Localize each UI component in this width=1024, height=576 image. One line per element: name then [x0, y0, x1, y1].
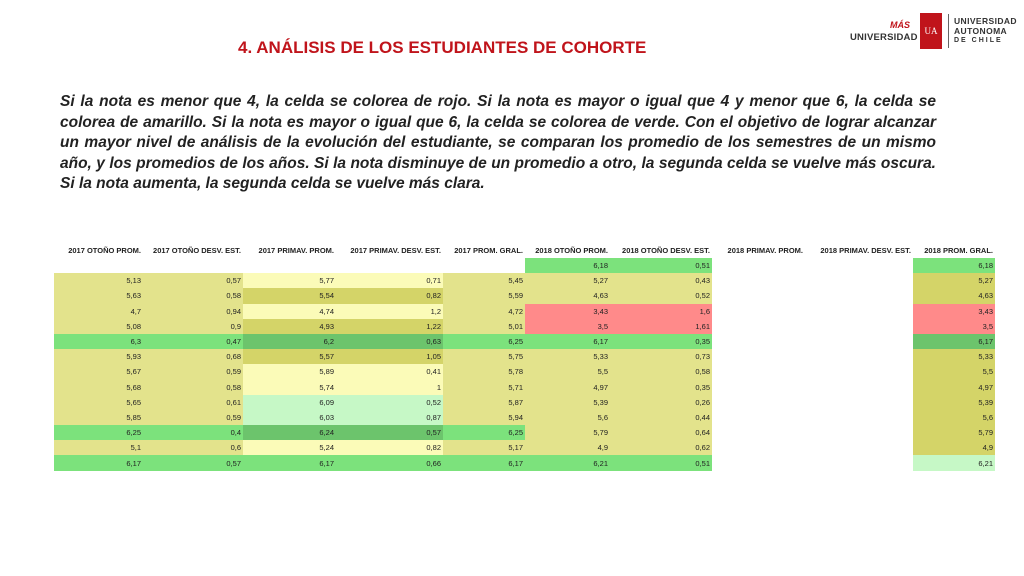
- table-cell: 4,72: [443, 304, 525, 319]
- table-cell: 6,24: [243, 425, 336, 440]
- table-cell: 5,68: [54, 380, 143, 395]
- table-cell: 5,67: [54, 364, 143, 379]
- table-cell: 4,7: [54, 304, 143, 319]
- table-cell: 5,45: [443, 273, 525, 288]
- table-cell: 5,33: [913, 349, 995, 364]
- logo-divider: [948, 14, 949, 48]
- table-cell: 4,93: [243, 319, 336, 334]
- logo-line-2: AUTONOMA: [954, 26, 1008, 36]
- table-cell: [805, 425, 913, 440]
- table-cell: 0,52: [336, 395, 443, 410]
- table-cell: [805, 410, 913, 425]
- table-cell: 0,26: [610, 395, 712, 410]
- intro-paragraph: Si la nota es menor que 4, la celda se colorea de rojo. Si la nota es mayor o igual que 4 y menor que 6, la celda se colorea de amarillo. Si la nota es mayor o igual que 6, la celda se colorea de verde. Con el objetivo de lograr alcanzar un mayor nivel de análisis de la evolución del estudiante, se comparan los promedio de los semestres de un mismo año, y los promedios de los años. Si la nota disminuye de un promedio a otro, la segunda celda se vuelve más oscura. Si la nota aumenta, la segunda celda se vuelve más clara.: [60, 93, 936, 192]
- table-cell: 5,78: [443, 364, 525, 379]
- table-cell: 0,87: [336, 410, 443, 425]
- table-cell: 5,89: [243, 364, 336, 379]
- table-cell: [54, 258, 143, 273]
- table-cell: 5,6: [525, 410, 610, 425]
- table-cell: 5,57: [243, 349, 336, 364]
- table-cell: 5,6: [913, 410, 995, 425]
- table-cell: [805, 273, 913, 288]
- table-cell: 0,43: [610, 273, 712, 288]
- table-cell: 6,18: [525, 258, 610, 273]
- table-cell: 0,57: [336, 425, 443, 440]
- table-cell: 6,21: [525, 455, 610, 470]
- logo-line-3: DE CHILE: [954, 37, 1003, 44]
- table-cell: 6,17: [913, 334, 995, 349]
- table-cell: 1,61: [610, 319, 712, 334]
- cohort-grades-table: [54, 242, 995, 471]
- table-cell: [805, 395, 913, 410]
- table-row: [54, 410, 995, 425]
- table-cell: 5,1: [54, 440, 143, 455]
- table-cell: 5,71: [443, 380, 525, 395]
- table-cell: 4,63: [525, 288, 610, 303]
- table-cell: 6,3: [54, 334, 143, 349]
- table-cell: [712, 258, 805, 273]
- table-cell: 6,2: [243, 334, 336, 349]
- table-cell: 0,82: [336, 288, 443, 303]
- table-cell: [712, 273, 805, 288]
- table-cell: 4,63: [913, 288, 995, 303]
- column-header: 2017 PROM. GRAL.: [454, 245, 523, 255]
- table-cell: [805, 380, 913, 395]
- table-cell: 1,6: [610, 304, 712, 319]
- column-header: 2017 OTOÑO DESV. EST.: [153, 245, 241, 255]
- table-cell: 5,08: [54, 319, 143, 334]
- table-cell: [712, 425, 805, 440]
- table-cell: 5,79: [525, 425, 610, 440]
- table-cell: 3,5: [913, 319, 995, 334]
- table-cell: 0,57: [143, 455, 243, 470]
- table-cell: 0,51: [610, 258, 712, 273]
- table-cell: 0,51: [610, 455, 712, 470]
- table-cell: 0,35: [610, 334, 712, 349]
- table-cell: 4,74: [243, 304, 336, 319]
- column-header: 2018 OTOÑO PROM.: [535, 245, 608, 255]
- table-cell: 6,03: [243, 410, 336, 425]
- table-cell: [805, 334, 913, 349]
- column-header: 2017 PRIMAV. PROM.: [258, 245, 334, 255]
- table-cell: 5,5: [525, 364, 610, 379]
- column-header: 2018 OTOÑO DESV. EST.: [622, 245, 710, 255]
- table-cell: [805, 440, 913, 455]
- table-cell: 5,74: [243, 380, 336, 395]
- table-row: [54, 334, 995, 349]
- table-cell: [805, 455, 913, 470]
- table-cell: 0,58: [143, 288, 243, 303]
- table-cell: 0,63: [336, 334, 443, 349]
- table-cell: [805, 349, 913, 364]
- table-cell: [805, 319, 913, 334]
- table-cell: [143, 258, 243, 273]
- table-cell: 0,35: [610, 380, 712, 395]
- table-cell: 6,17: [525, 334, 610, 349]
- table-cell: 0,73: [610, 349, 712, 364]
- table-row: [54, 395, 995, 410]
- table-cell: 0,66: [336, 455, 443, 470]
- table-cell: 5,59: [443, 288, 525, 303]
- table-row: [54, 455, 995, 470]
- table-cell: [336, 258, 443, 273]
- table-cell: 5,94: [443, 410, 525, 425]
- table-cell: 0,6: [143, 440, 243, 455]
- table-row: [54, 288, 995, 303]
- table-row: [54, 425, 995, 440]
- table-cell: 4,9: [913, 440, 995, 455]
- page-title: 4. ANÁLISIS DE LOS ESTUDIANTES DE COHORTE: [238, 38, 647, 57]
- table-cell: 5,39: [913, 395, 995, 410]
- table-cell: 1,05: [336, 349, 443, 364]
- table-cell: [712, 288, 805, 303]
- table-cell: 0,9: [143, 319, 243, 334]
- column-header: 2017 OTOÑO PROM.: [68, 245, 141, 255]
- table-cell: [712, 364, 805, 379]
- table-cell: 5,33: [525, 349, 610, 364]
- table-header-row: [54, 242, 995, 258]
- table-cell: 3,43: [525, 304, 610, 319]
- table-cell: 0,61: [143, 395, 243, 410]
- table-cell: [712, 319, 805, 334]
- table-cell: 5,27: [525, 273, 610, 288]
- table-cell: 5,93: [54, 349, 143, 364]
- table-cell: [712, 395, 805, 410]
- table-row: [54, 258, 995, 273]
- column-header: 2018 PRIMAV. PROM.: [727, 245, 803, 255]
- table-cell: 4,9: [525, 440, 610, 455]
- column-header: 2018 PROM. GRAL.: [924, 245, 993, 255]
- table-cell: 0,57: [143, 273, 243, 288]
- table-row: [54, 440, 995, 455]
- table-cell: [712, 349, 805, 364]
- table-cell: [712, 334, 805, 349]
- table-row: [54, 380, 995, 395]
- logo-universidad-text: UNIVERSIDAD: [850, 32, 918, 43]
- university-logo: [846, 12, 1018, 54]
- table-row: [54, 304, 995, 319]
- table-cell: [712, 455, 805, 470]
- table-cell: 6,09: [243, 395, 336, 410]
- university-seal-icon: UA: [920, 13, 942, 49]
- table-cell: 5,39: [525, 395, 610, 410]
- table-cell: [712, 304, 805, 319]
- table-cell: 0,58: [610, 364, 712, 379]
- table-cell: 0,68: [143, 349, 243, 364]
- table-cell: 6,21: [913, 455, 995, 470]
- table-cell: 0,44: [610, 410, 712, 425]
- table-cell: 5,27: [913, 273, 995, 288]
- logo-line-1: UNIVERSIDAD: [954, 16, 1017, 26]
- table-row: [54, 273, 995, 288]
- table-cell: [805, 288, 913, 303]
- table-cell: [805, 364, 913, 379]
- table-cell: 0,4: [143, 425, 243, 440]
- table-cell: [712, 410, 805, 425]
- table-cell: 4,97: [913, 380, 995, 395]
- table-cell: 0,82: [336, 440, 443, 455]
- table-row: [54, 364, 995, 379]
- table-cell: 0,41: [336, 364, 443, 379]
- table-cell: 5,65: [54, 395, 143, 410]
- table-cell: 0,62: [610, 440, 712, 455]
- table-cell: 0,52: [610, 288, 712, 303]
- column-header: 2017 PRIMAV. DESV. EST.: [350, 245, 441, 255]
- logo-mas-text: MÁS: [890, 20, 910, 30]
- table-cell: 5,5: [913, 364, 995, 379]
- table-cell: 6,17: [54, 455, 143, 470]
- table-cell: 0,58: [143, 380, 243, 395]
- table-cell: [712, 380, 805, 395]
- table-cell: 0,47: [143, 334, 243, 349]
- table-cell: 0,64: [610, 425, 712, 440]
- table-cell: [443, 258, 525, 273]
- table-cell: 5,17: [443, 440, 525, 455]
- table-cell: 6,25: [443, 334, 525, 349]
- table-cell: 1,2: [336, 304, 443, 319]
- table-cell: 5,85: [54, 410, 143, 425]
- table-cell: 5,77: [243, 273, 336, 288]
- table-cell: 6,25: [54, 425, 143, 440]
- table-cell: [805, 304, 913, 319]
- table-cell: 5,87: [443, 395, 525, 410]
- column-header: 2018 PRIMAV. DESV. EST.: [820, 245, 911, 255]
- table-cell: 6,17: [443, 455, 525, 470]
- table-cell: 6,25: [443, 425, 525, 440]
- table-cell: 1,22: [336, 319, 443, 334]
- table-cell: 0,94: [143, 304, 243, 319]
- table-cell: 0,59: [143, 410, 243, 425]
- table-cell: 5,01: [443, 319, 525, 334]
- table-cell: 5,54: [243, 288, 336, 303]
- table-body: [54, 258, 995, 471]
- table-cell: 4,97: [525, 380, 610, 395]
- table-row: [54, 349, 995, 364]
- table-cell: 6,18: [913, 258, 995, 273]
- table-cell: 5,79: [913, 425, 995, 440]
- table-cell: 0,71: [336, 273, 443, 288]
- table-cell: 0,59: [143, 364, 243, 379]
- table-cell: 1: [336, 380, 443, 395]
- table-cell: [712, 440, 805, 455]
- table-cell: 3,5: [525, 319, 610, 334]
- table-cell: 6,17: [243, 455, 336, 470]
- table-cell: 5,24: [243, 440, 336, 455]
- table-cell: 5,13: [54, 273, 143, 288]
- table-cell: 5,75: [443, 349, 525, 364]
- table-cell: [243, 258, 336, 273]
- table-cell: 3,43: [913, 304, 995, 319]
- table-cell: 5,63: [54, 288, 143, 303]
- table-row: [54, 319, 995, 334]
- table-cell: [805, 258, 913, 273]
